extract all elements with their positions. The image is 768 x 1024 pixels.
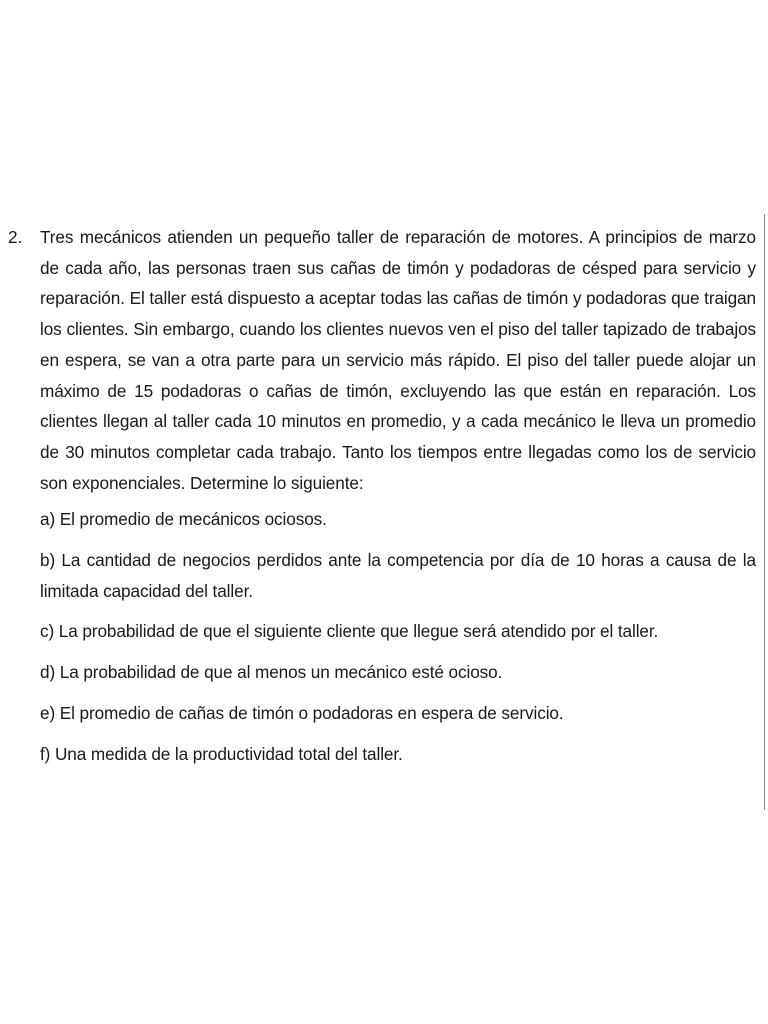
question-e: e) El promedio de cañas de timón o podadoras en espera de servicio. <box>40 702 564 723</box>
question-f: f) Una medida de la productividad total del taller. <box>40 743 403 764</box>
problem-2 <box>8 222 756 779</box>
question-c: c) La probabilidad de que el siguiente cliente que llegue será atendido por el taller. <box>40 621 659 642</box>
question-b: b) La cantidad de negocios perdidos ante la competencia por día de 10 horas a causa de la limitada capacidad del taller. <box>40 550 756 601</box>
question-a: a) El promedio de mecánicos ociosos. <box>40 509 327 530</box>
question-list <box>40 504 756 769</box>
problem-statement: Tres mecánicos atienden un pequeño taller de reparación de motores. A principios de marzo de cada año, las personas traen sus cañas de timón y podadoras de césped para servicio y reparación. El taller está dispuesto a aceptar todas las cañas de timón y podadoras que traigan los clientes. Sin embargo, cuando los clientes nuevos ven el piso del taller tapizado de trabajos en espera, se van a otra parte para un servicio más rápido. El piso del taller puede alojar un máximo de 15 podadoras o cañas de timón, excluyendo las que están en reparación. Los clientes llegan al taller cada 10 minutos en promedio, y a cada mecánico le lleva un promedio de 30 minutos completar cada trabajo. Tanto los tiempos entre llegadas como los de servicio son exponenciales. Determine lo siguiente: <box>40 227 756 493</box>
problem-header <box>8 222 756 498</box>
problem-number: 2. <box>8 227 23 247</box>
page-edge-rule <box>764 214 765 810</box>
question-d: d) La probabilidad de que al menos un mecánico esté ocioso. <box>40 662 503 683</box>
